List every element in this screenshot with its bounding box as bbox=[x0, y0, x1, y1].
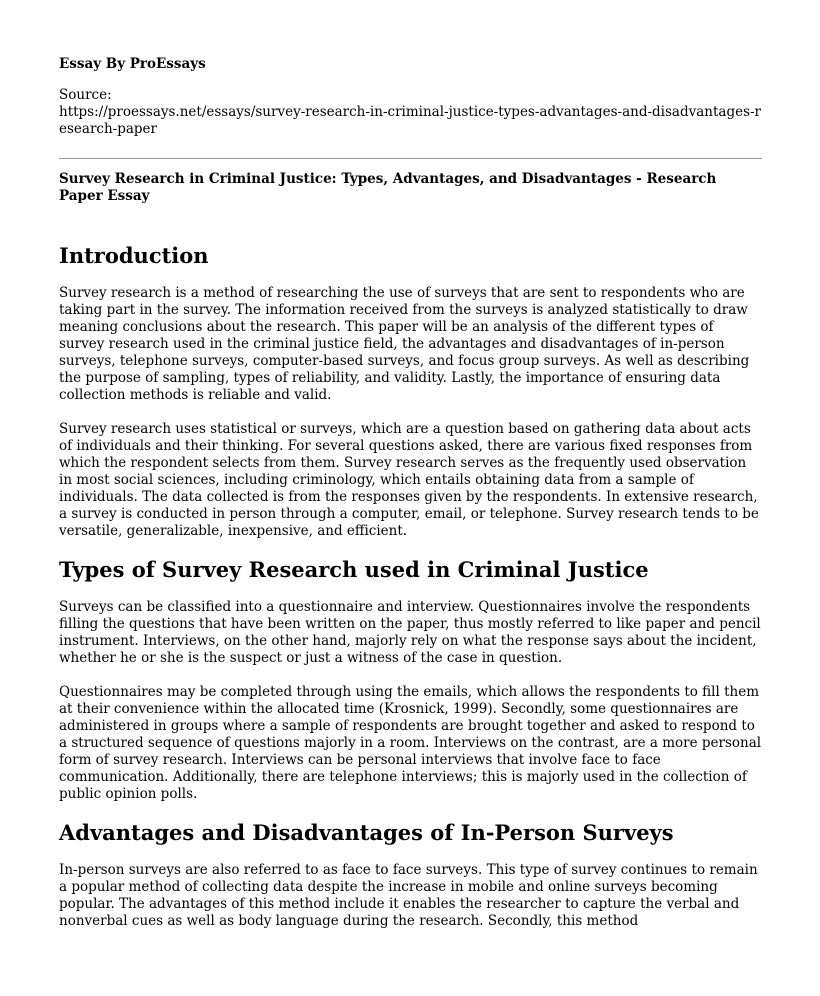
document-title: Survey Research in Criminal Justice: Types, Advantages, and Disadvantages - Research Paper Essay bbox=[59, 171, 717, 204]
section-heading: Advantages and Disadvantages of In-Person Surveys bbox=[59, 820, 674, 845]
paragraph: Survey research uses statistical or surveys, which are a question based on gathering data about acts of individuals and their thinking. For several questions asked, there are various fixed responses from which the respondent selects from them. Survey research serves as the frequently used observation in most social sciences, including criminology, which entails obtaining data from a sample of individuals. The data collected is from the responses given by the respondents. In extensive research, a survey is conducted in person through a computer, email, or telephone. Survey research tends to be versatile, generalizable, inexpensive, and efficient. bbox=[59, 421, 759, 539]
byline: Essay By ProEssays bbox=[59, 56, 206, 72]
paragraph: In-person surveys are also referred to as face to face surveys. This type of survey continues to remain a popular method of collecting data despite the increase in mobile and online surveys becoming popular. The advantages of this method include it enables the researcher to capture the verbal and nonverbal cues as well as body language during the research. Secondly, this method bbox=[59, 862, 758, 929]
section-introduction bbox=[59, 243, 762, 540]
paragraph: Surveys can be classified into a questionnaire and interview. Questionnaires involve the respondents filling the questions that have been written on the paper, thus mostly referred to like paper and pencil instrument. Interviews, on the other hand, majorly rely on what the response says about the incident, whether he or she is the suspect or just a witness of the case in question. bbox=[59, 599, 761, 666]
section-in-person-surveys bbox=[59, 820, 762, 930]
source-url: https://proessays.net/essays/survey-research-in-criminal-justice-types-advantages-and-disadvantages-research-paper bbox=[59, 104, 762, 137]
section-types-of-survey-research bbox=[59, 557, 762, 803]
source-block bbox=[59, 87, 762, 138]
source-label: Source: bbox=[59, 87, 112, 103]
section-heading: Introduction bbox=[59, 243, 209, 268]
paragraph: Questionnaires may be completed through using the emails, which allows the respondents to fill them at their convenience within the allocated time (Krosnick, 1999). Secondly, some questionnaires are administered in groups where a sample of respondents are brought together and asked to respond to a structured sequence of questions majorly in a room. Interviews on the contrast, are a more personal form of survey research. Interviews can be personal interviews that involve face to face communication. Additionally, there are telephone interviews; this is majorly used in the collection of public opinion polls. bbox=[59, 684, 762, 802]
paragraph: Survey research is a method of researching the use of surveys that are sent to respondents who are taking part in the survey. The information received from the surveys is analyzed statistically to draw meaning conclusions about the research. This paper will be an analysis of the different types of survey research used in the criminal justice field, the advantages and disadvantages of in-person surveys, telephone surveys, computer-based surveys, and focus group surveys. As well as describing the purpose of sampling, types of reliability, and validity. Lastly, the importance of ensuring data collection methods is reliable and valid. bbox=[59, 285, 750, 403]
section-heading: Types of Survey Research used in Criminal Justice bbox=[59, 557, 649, 582]
divider bbox=[59, 158, 762, 159]
